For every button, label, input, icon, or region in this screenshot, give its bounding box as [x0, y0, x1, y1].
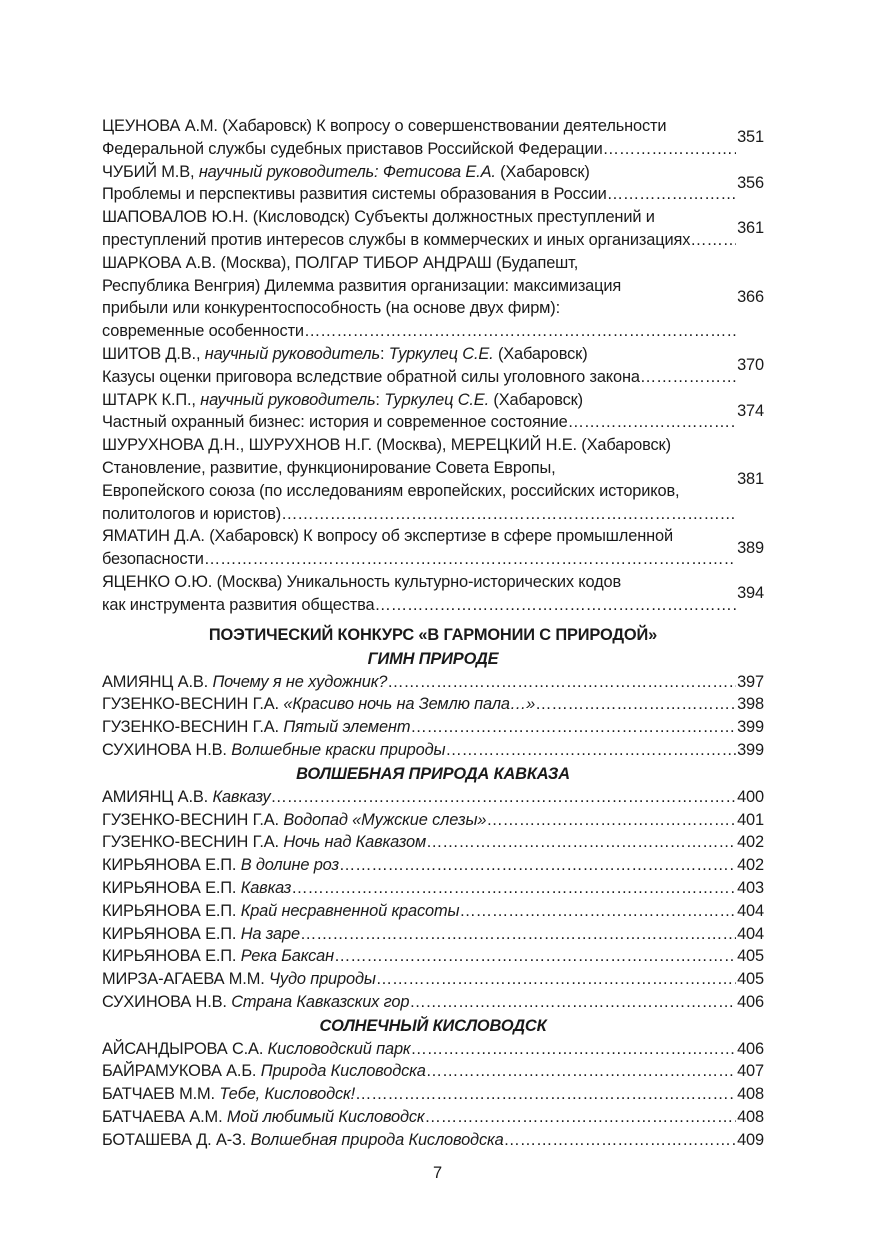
toc-item-text [102, 1106, 425, 1129]
page-ref: 389 [737, 538, 764, 557]
item-author: ГУЗЕНКО-ВЕСНИН Г.А. [102, 810, 284, 829]
page-ref: 356 [737, 173, 764, 192]
dot-leader [426, 831, 736, 854]
page-number: 7 [432, 1164, 443, 1182]
dot-leader [411, 1038, 736, 1061]
dot-leader [426, 1060, 736, 1083]
toc-entry[interactable] [102, 343, 764, 389]
toc-entry-line [102, 161, 736, 184]
table-of-contents [102, 115, 764, 1152]
item-author: ГУЗЕНКО-ВЕСНИН Г.А. [102, 718, 284, 737]
toc-entry[interactable] [102, 161, 764, 207]
page-ref: 397 [737, 672, 764, 691]
toc-entry[interactable] [102, 252, 764, 343]
toc-entry[interactable] [102, 525, 764, 571]
toc-item[interactable] [102, 991, 764, 1014]
page-ref: 374 [737, 401, 764, 420]
page-ref: 401 [737, 810, 764, 829]
entry-text-part: современные особенности [102, 322, 304, 341]
toc-entry-text [102, 275, 621, 298]
toc-entry-text [102, 161, 590, 184]
item-title: Водопад «Мужские слезы» [283, 810, 487, 829]
toc-item-text [102, 1038, 411, 1061]
toc-item-text [102, 739, 445, 762]
page-ref: 408 [737, 1085, 764, 1104]
item-title: Волшебная природа Кисловодска [250, 1130, 504, 1149]
toc-item-text [102, 877, 291, 900]
toc-item[interactable] [102, 693, 764, 716]
entry-text-part: : [379, 344, 389, 363]
entry-text-part: ЧУБИЙ М.В, [102, 162, 199, 181]
toc-item[interactable] [102, 968, 764, 991]
toc-item[interactable] [102, 809, 764, 832]
toc-entry[interactable] [102, 115, 764, 161]
toc-item-text [102, 1129, 504, 1152]
toc-entry-line [102, 343, 736, 366]
dot-leader [300, 923, 736, 946]
page-ref: 408 [737, 1108, 764, 1127]
toc-item[interactable] [102, 945, 764, 968]
entry-text-part: (Хабаровск) [495, 162, 590, 181]
entry-supervisor-label: научный руководитель: Фетисова Е.А. [198, 162, 496, 181]
toc-entry-text [102, 525, 673, 548]
item-author: БАТЧАЕВА А.М. [102, 1108, 227, 1127]
page-ref: 409 [737, 1130, 764, 1149]
item-author: АМИЯНЦ А.В. [102, 787, 213, 806]
toc-entry-text [102, 343, 588, 366]
toc-item-text [102, 809, 486, 832]
item-title: Ночь над Кавказом [283, 833, 427, 852]
toc-entry-line [102, 229, 736, 252]
toc-item-text [102, 854, 339, 877]
toc-entry-text [102, 320, 304, 343]
toc-entry-text [102, 503, 281, 526]
entry-text-part: Проблемы и перспективы развития системы образования в России [102, 185, 607, 204]
toc-entry-text [102, 389, 583, 412]
entry-text-part: Казусы оценки приговора вследствие обратной силы уголовного закона [102, 367, 640, 386]
item-title: Кисловодский парк [267, 1039, 411, 1058]
section-title: ВОЛШЕБНАЯ ПРИРОДА КАВКАЗА [296, 764, 570, 783]
toc-item[interactable] [102, 1060, 764, 1083]
toc-item[interactable] [102, 1083, 764, 1106]
page-ref: 399 [737, 740, 764, 759]
item-author: СУХИНОВА Н.В. [102, 992, 232, 1011]
toc-entry-line [102, 503, 736, 526]
entry-text-part: (Хабаровск) [488, 390, 583, 409]
toc-item-text [102, 900, 459, 923]
page-ref: 370 [737, 356, 764, 375]
page-ref: 404 [737, 924, 764, 943]
toc-entry-line [102, 548, 736, 571]
toc-entry-text [102, 457, 556, 480]
dot-leader [374, 594, 736, 617]
item-author: КИРЬЯНОВА Е.П. [102, 856, 241, 875]
dot-leader [355, 1083, 736, 1106]
toc-entry-line [102, 297, 736, 320]
toc-entry-text [102, 434, 671, 457]
toc-entry-body [102, 252, 736, 343]
item-author: КИРЬЯНОВА Е.П. [102, 901, 241, 920]
entry-supervisor-name: Туркулец С.Е. [384, 390, 489, 409]
toc-entry-body [102, 206, 736, 252]
item-title: Край несравненной красоты [240, 901, 460, 920]
item-title: Кавказ [240, 878, 292, 897]
dot-leader [291, 877, 736, 900]
toc-entry-line [102, 480, 736, 503]
toc-item-text [102, 991, 409, 1014]
item-title: Волшебные краски природы [231, 740, 446, 759]
toc-entry-text [102, 297, 560, 320]
dot-leader [690, 229, 736, 252]
toc-entry-line [102, 366, 736, 389]
item-author: МИРЗА-АГАЕВА М.М. [102, 970, 270, 989]
toc-entry[interactable] [102, 571, 764, 617]
toc-entry-text [102, 138, 603, 161]
toc-entry[interactable] [102, 206, 764, 252]
item-author: ГУЗЕНКО-ВЕСНИН Г.А. [102, 833, 284, 852]
item-author: КИРЬЯНОВА Е.П. [102, 878, 241, 897]
item-title: Пятый элемент [283, 718, 411, 737]
toc-entry-line [102, 252, 736, 275]
item-author: БАЙРАМУКОВА А.Б. [102, 1062, 261, 1081]
toc-item[interactable] [102, 1038, 764, 1061]
page-ref: 381 [737, 470, 764, 489]
page-ref: 361 [737, 219, 764, 238]
toc-item-text [102, 1060, 426, 1083]
toc-item[interactable] [102, 671, 764, 694]
item-title: Страна Кавказских гор [231, 992, 410, 1011]
entry-text-part: ШИТОВ Д.В., [102, 344, 205, 363]
page-ref: 402 [737, 856, 764, 875]
dot-leader [409, 991, 736, 1014]
entry-text-part: прибыли или конкурентоспособность (на основе двух фирм): [102, 299, 561, 318]
page-ref: 400 [737, 787, 764, 806]
toc-item[interactable] [102, 854, 764, 877]
item-author: АМИЯНЦ А.В. [102, 672, 213, 691]
toc-item-text [102, 671, 387, 694]
dot-leader [334, 945, 736, 968]
item-title: На заре [240, 924, 300, 943]
toc-entry-text [102, 480, 679, 503]
toc-entry-text [102, 411, 568, 434]
toc-entry-text [102, 206, 655, 229]
toc-entry[interactable] [102, 434, 764, 525]
toc-item-text [102, 786, 271, 809]
dot-leader [504, 1129, 736, 1152]
dot-leader [339, 854, 736, 877]
toc-entry-text [102, 366, 640, 389]
item-title: Природа Кисловодска [260, 1062, 426, 1081]
item-author: КИРЬЯНОВА Е.П. [102, 947, 241, 966]
item-author: КИРЬЯНОВА Е.П. [102, 924, 241, 943]
toc-item-text [102, 968, 376, 991]
toc-item-text [102, 716, 410, 739]
item-title: Мой любимый Кисловодск [226, 1108, 425, 1127]
entry-text-part: ЯМАТИН Д.А. (Хабаровск) К вопросу об экспертизе в сфере промышленной [102, 527, 673, 546]
toc-entry[interactable] [102, 389, 764, 435]
toc-item[interactable] [102, 923, 764, 946]
toc-entry-line [102, 411, 736, 434]
toc-item[interactable] [102, 900, 764, 923]
dot-leader [486, 809, 736, 832]
dot-leader [387, 671, 736, 694]
dot-leader [271, 786, 737, 809]
toc-item[interactable] [102, 1129, 764, 1152]
page-ref: 404 [737, 901, 764, 920]
entry-text-part: Федеральной службы судебных приставов Российской Федерации [102, 139, 603, 158]
dot-leader [640, 366, 736, 389]
dot-leader [568, 411, 736, 434]
item-author: БАТЧАЕВ М.М. [102, 1085, 220, 1104]
section-title: СОЛНЕЧНЫЙ КИСЛОВОДСК [319, 1016, 547, 1035]
entry-supervisor-label: научный руководитель [204, 344, 380, 363]
entry-text-part: Республика Венгрия) Дилемма развития организации: максимизация [102, 276, 622, 295]
page-ref: 406 [737, 1039, 764, 1058]
toc-item-text [102, 831, 426, 854]
toc-item-text [102, 693, 535, 716]
item-title: Кавказу [212, 787, 271, 806]
toc-entry-line [102, 320, 736, 343]
page-ref: 394 [737, 584, 764, 603]
toc-entry-body [102, 525, 736, 571]
dot-leader [425, 1106, 736, 1129]
entry-supervisor-name: Туркулец С.Е. [388, 344, 494, 363]
toc-entry-text [102, 571, 621, 594]
entry-text-part: как инструмента развития общества [102, 595, 375, 614]
entry-text-part: ШУРУХНОВА Д.Н., ШУРУХНОВ Н.Г. (Москва), МЕРЕЦКИЙ Н.Е. (Хабаровск) [102, 436, 671, 455]
toc-entry-text [102, 115, 666, 138]
page-ref: 406 [737, 992, 764, 1011]
dot-leader [445, 739, 736, 762]
item-title: Чудо природы [269, 970, 376, 989]
toc-entry-line [102, 457, 736, 480]
page-ref: 403 [737, 878, 764, 897]
toc-entry-text [102, 548, 204, 571]
page-ref: 405 [737, 970, 764, 989]
toc-entry-line [102, 206, 736, 229]
toc-entry-text [102, 594, 374, 617]
toc-item[interactable] [102, 831, 764, 854]
entry-text-part: Становление, развитие, функционирование Совета Европы, [102, 458, 556, 477]
page-ref: 402 [737, 833, 764, 852]
entry-text-part: безопасности [102, 550, 204, 569]
page-ref: 351 [737, 128, 764, 147]
dot-leader [204, 548, 736, 571]
entry-text-part: ЯЦЕНКО О.Ю. (Москва) Уникальность культурно-исторических кодов [102, 572, 622, 591]
dot-leader [410, 716, 736, 739]
toc-entry-line [102, 138, 736, 161]
toc-entry-line [102, 525, 736, 548]
section-title: ГИМН ПРИРОДЕ [367, 649, 499, 668]
item-author: СУХИНОВА Н.В. [102, 740, 232, 759]
entry-supervisor-label: научный руководитель [200, 390, 376, 409]
toc-entry-body [102, 389, 736, 435]
entry-text-part: преступлений против интересов службы в коммерческих и иных организациях [102, 230, 691, 249]
toc-entry-line [102, 571, 736, 594]
dot-leader [607, 183, 736, 206]
toc-entry-line [102, 389, 736, 412]
toc-entry-body [102, 115, 736, 161]
item-author: АЙСАНДЫРОВА С.А. [102, 1039, 268, 1058]
page-ref: 405 [737, 947, 764, 966]
toc-item[interactable] [102, 1106, 764, 1129]
dot-leader [535, 693, 736, 716]
contest-title: ПОЭТИЧЕСКИЙ КОНКУРС «В ГАРМОНИИ С ПРИРОДОЙ» [208, 625, 658, 644]
page-ref: 399 [737, 718, 764, 737]
toc-item[interactable] [102, 739, 764, 762]
entry-text-part: : [375, 390, 385, 409]
dot-leader [459, 900, 736, 923]
toc-item-text [102, 923, 300, 946]
toc-item[interactable] [102, 716, 764, 739]
entry-text-part: Частный охранный бизнес: история и современное состояние [102, 413, 568, 432]
toc-entry-body [102, 434, 736, 525]
page-ref: 366 [737, 287, 764, 306]
item-author: ГУЗЕНКО-ВЕСНИН Г.А. [102, 695, 284, 714]
toc-entry-body [102, 571, 736, 617]
item-title: Тебе, Кисловодск! [219, 1085, 356, 1104]
toc-entry-body [102, 161, 736, 207]
item-title: «Красиво ночь на Землю пала…» [283, 695, 536, 714]
entry-text-part: (Хабаровск) [493, 344, 588, 363]
toc-item[interactable] [102, 786, 764, 809]
entry-text-part: Европейского союза (по исследованиям европейских, российских историков, [102, 481, 680, 500]
item-title: Почему я не художник? [212, 672, 388, 691]
dot-leader [376, 968, 736, 991]
entry-text-part: ШАРКОВА А.В. (Москва), ПОЛГАР ТИБОР АНДРАШ (Будапешт, [102, 253, 579, 272]
toc-entry-line [102, 275, 736, 298]
toc-item-text [102, 1083, 355, 1106]
toc-entry-text [102, 183, 607, 206]
toc-entry-line [102, 434, 736, 457]
page-ref: 407 [737, 1062, 764, 1081]
dot-leader [603, 138, 736, 161]
entry-text-part: ЦЕУНОВА А.М. (Хабаровск) К вопросу о совершенствовании деятельности [102, 117, 667, 135]
item-title: Река Баксан [240, 947, 334, 966]
toc-entry-line [102, 594, 736, 617]
dot-leader [281, 503, 736, 526]
toc-entry-line [102, 115, 736, 138]
entry-text-part: политологов и юристов) [102, 504, 282, 523]
item-title: В долине роз [240, 856, 339, 875]
toc-item[interactable] [102, 877, 764, 900]
item-author: БОТАШЕВА Д. А-З. [102, 1130, 251, 1149]
toc-entry-line [102, 183, 736, 206]
entry-text-part: ШАПОВАЛОВ Ю.Н. (Кисловодск) Субъекты должностных преступлений и [102, 208, 655, 227]
toc-entry-text [102, 229, 690, 252]
page-ref: 398 [737, 695, 764, 714]
entry-text-part: ШТАРК К.П., [102, 390, 201, 409]
toc-item-text [102, 945, 334, 968]
toc-entry-body [102, 343, 736, 389]
toc-entry-text [102, 252, 578, 275]
dot-leader [304, 320, 736, 343]
